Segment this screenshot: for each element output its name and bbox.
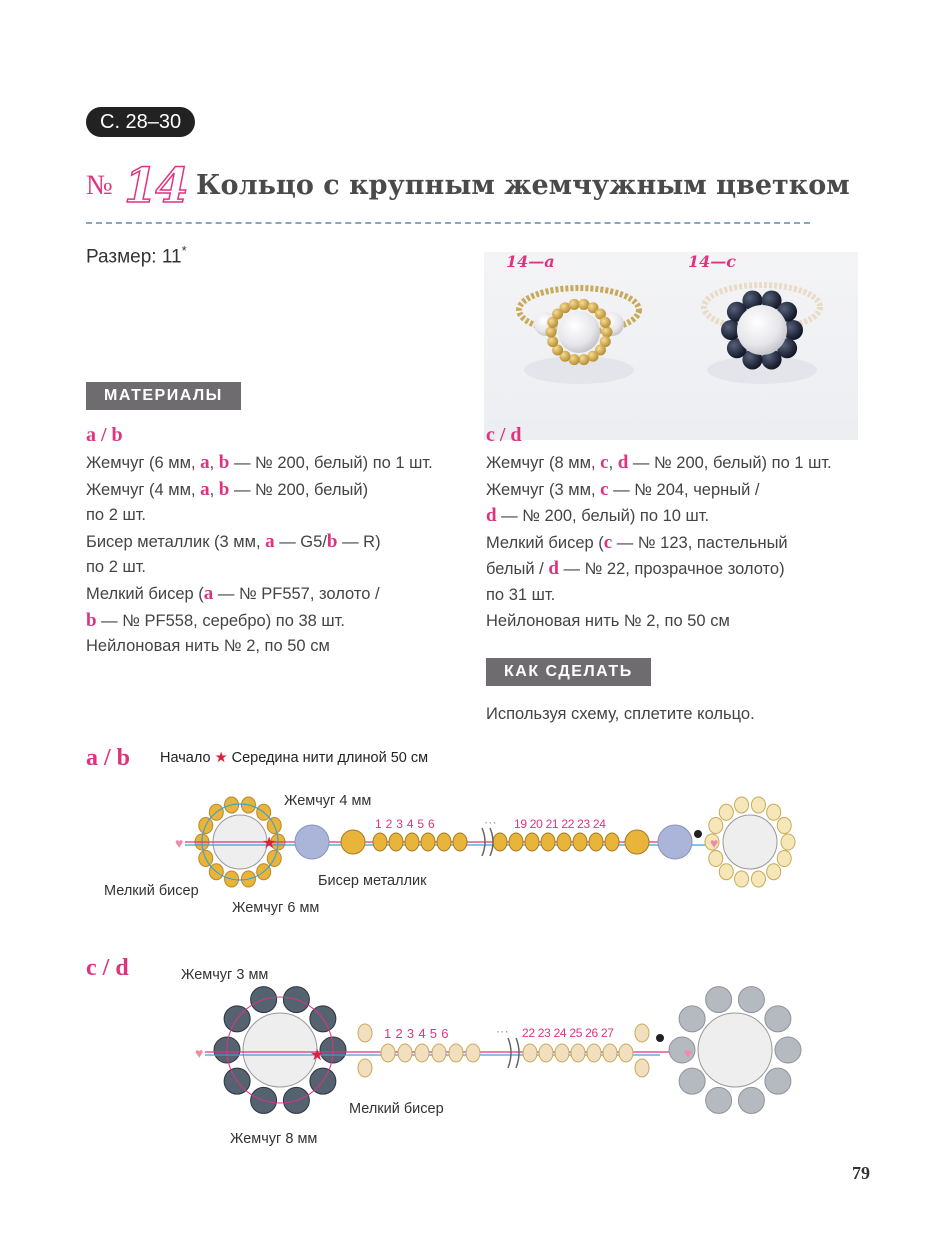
white-pearl-3mm [775, 1037, 801, 1063]
small-bead [781, 834, 795, 850]
seed-bead [358, 1059, 372, 1077]
materials-ab-list [86, 450, 433, 660]
material-cd-line [486, 556, 832, 583]
chain-seed-bead [421, 833, 435, 851]
project-number: 14 [124, 158, 187, 214]
material-text: — № PF558, серебро) по 38 шт. [96, 611, 345, 630]
chain-seed-bead [603, 1044, 617, 1062]
material-text: Жемчуг (3 мм, [486, 480, 601, 499]
chain-seed-bead [523, 1044, 537, 1062]
material-cd-line [486, 503, 832, 530]
variant-letter: c [600, 478, 609, 500]
metallic-bead [625, 830, 649, 854]
chain-seed-bead [389, 833, 403, 851]
white-pearl-3mm [706, 1087, 732, 1113]
chain-seed-bead [381, 1044, 395, 1062]
material-text: — № 200, белый) [229, 480, 369, 499]
sequence-dots-ab: ··· [484, 815, 497, 829]
variant-letter: a [200, 452, 210, 473]
white-pearl-3mm [679, 1068, 705, 1094]
material-text: , [209, 454, 219, 472]
gold-seed-bead [578, 354, 589, 365]
white-pearl-3mm [738, 1087, 764, 1113]
sequence-left-ab: 1 2 3 4 5 6 [375, 817, 436, 831]
material-text: — № 22, прозрачное золото) [558, 560, 785, 579]
chain-seed-bead [493, 833, 507, 851]
variant-letter: c [600, 452, 609, 473]
material-text: Жемчуг (4 мм, [86, 480, 201, 499]
material-text: по 2 шт. [86, 558, 147, 577]
small-bead [735, 871, 749, 887]
chain-seed-bead [509, 833, 523, 851]
pearl-4mm [658, 825, 692, 859]
photo-label-c: 14—c [688, 252, 737, 271]
legend-middle-label: Середина нити длиной 50 см [231, 750, 429, 766]
chain-seed-bead [373, 833, 387, 851]
knot-dot [656, 1034, 664, 1042]
chain-seed-bead [405, 833, 419, 851]
star-icon: ★ [262, 835, 277, 852]
chain-seed-bead [539, 1044, 553, 1062]
small-bead [719, 864, 733, 880]
variant-cd-heading: c / d [486, 424, 522, 446]
small-bead [777, 850, 791, 866]
variant-letter: a [200, 478, 210, 500]
knot-dot [694, 830, 702, 838]
seed-bead [635, 1059, 649, 1077]
label-pearl-4mm: Жемчуг 4 мм [284, 793, 372, 809]
metallic-bead [341, 830, 365, 854]
material-text: — G5/ [274, 532, 327, 551]
howto-heading: КАК СДЕЛАТЬ [486, 658, 651, 686]
variant-letter: d [617, 452, 629, 473]
label-pearl-6mm: Жемчуг 6 мм [232, 900, 320, 916]
small-bead [719, 804, 733, 820]
chain-seed-bead [541, 833, 555, 851]
pearl-8mm [243, 1013, 317, 1087]
material-text: — № 200, белый) по 1 шт. [229, 454, 433, 472]
material-text: Жемчуг (6 мм, [86, 454, 201, 472]
small-bead [767, 804, 781, 820]
white-pearl-3mm [765, 1068, 791, 1094]
label-metallic-bead: Бисер металлик [318, 873, 427, 889]
chain-seed-bead [589, 833, 603, 851]
material-ab-line [86, 634, 433, 660]
chain-seed-bead [587, 1044, 601, 1062]
photo-label-a: 14—a [506, 252, 555, 271]
pearl-8mm [698, 1013, 772, 1087]
diagram-ab-variant: a / b [86, 745, 131, 771]
material-ab-line [86, 608, 433, 635]
gold-seed-bead [546, 327, 557, 338]
variant-letter: a [265, 530, 275, 552]
material-text: — R) [337, 532, 381, 551]
material-ab-line [86, 581, 433, 608]
materials-cd-list [486, 450, 832, 634]
material-text: — № 200, белый) по 1 шт. [628, 454, 832, 472]
seed-bead [635, 1024, 649, 1042]
material-cd-line [486, 477, 832, 504]
variant-letter: b [326, 530, 338, 552]
page-number: 79 [852, 1163, 870, 1183]
diagram-cd [190, 975, 820, 1145]
label-small-bead-cd: Мелкий бисер [349, 1101, 444, 1117]
small-bead [735, 797, 749, 813]
pearl-6mm [723, 815, 777, 869]
variant-letter: d [548, 558, 559, 580]
chain-seed-bead [453, 833, 467, 851]
material-text: — № PF557, золото / [213, 584, 380, 603]
material-ab-line [86, 450, 433, 477]
material-text: Мелкий бисер ( [486, 533, 604, 552]
material-ab-line [86, 503, 433, 529]
material-text: Нейлоновая нить № 2, по 50 см [86, 637, 330, 656]
small-bead [767, 864, 781, 880]
ring-size [86, 243, 187, 268]
material-text: Бисер металлик (3 мм, [86, 532, 266, 551]
variant-letter: c [603, 531, 613, 553]
break-mark [508, 1038, 519, 1068]
material-text: по 31 шт. [486, 585, 556, 604]
gold-seed-bead [600, 317, 611, 328]
material-text: белый / [486, 560, 549, 579]
material-text: Мелкий бисер ( [86, 584, 204, 603]
chain-seed-bead [415, 1044, 429, 1062]
white-pearl-3mm [765, 1006, 791, 1032]
variant-letter: b [86, 609, 97, 631]
gold-seed-bead [547, 336, 558, 347]
sequence-right-cd: 22 23 24 25 26 27 [522, 1026, 614, 1040]
chain-seed-bead [525, 833, 539, 851]
material-text: — № 123, пастельный [612, 533, 788, 552]
material-text: , [209, 480, 219, 499]
label-pearl-3mm: Жемчуг 3 мм [181, 967, 269, 983]
chain-seed-bead [571, 1044, 585, 1062]
materials-heading: МАТЕРИАЛЫ [86, 382, 241, 410]
page-title: Кольцо с крупным жемчужным цветком [196, 170, 850, 201]
sequence-dots-cd: ··· [496, 1024, 509, 1038]
chain-seed-bead [573, 833, 587, 851]
heart-icon: ♥ [710, 835, 719, 851]
material-text: — № 204, черный / [608, 480, 760, 499]
chain-seed-bead [466, 1044, 480, 1062]
product-photo [484, 252, 858, 440]
white-pearl-3mm [679, 1006, 705, 1032]
material-cd-line [486, 530, 832, 557]
chain-seed-bead [437, 833, 451, 851]
chain-seed-bead [398, 1044, 412, 1062]
variant-letter: a [203, 582, 214, 604]
rings-photo [484, 252, 858, 440]
label-small-bead-ab: Мелкий бисер [104, 883, 199, 899]
star-icon: ★ [214, 750, 228, 766]
material-cd-line [486, 450, 832, 477]
variant-ab-heading: a / b [86, 424, 123, 446]
material-text: по 2 шт. [86, 506, 147, 525]
white-pearl-3mm [738, 987, 764, 1013]
gold-seed-bead [569, 299, 580, 310]
variant-letter: d [486, 505, 497, 527]
material-ab-line [86, 529, 433, 556]
chain-seed-bead [432, 1044, 446, 1062]
ring-size-mark: * [181, 243, 187, 258]
pearl-4mm [295, 825, 329, 859]
sequence-right-ab: 19 20 21 22 23 24 [514, 817, 606, 831]
legend-start-label: Начало [160, 750, 211, 766]
heart-icon: ♥ [684, 1045, 693, 1061]
material-ab-line [86, 555, 433, 581]
diagram-ab-legend [160, 750, 428, 766]
material-cd-line [486, 609, 832, 635]
small-bead [751, 797, 765, 813]
seed-bead [358, 1024, 372, 1042]
chain-seed-bead [557, 833, 571, 851]
howto-text: Используя схему, сплетите кольцо. [486, 705, 755, 723]
material-text: , [608, 454, 618, 472]
chain-seed-bead [449, 1044, 463, 1062]
chain-seed-bead [605, 833, 619, 851]
label-pearl-8mm: Жемчуг 8 мм [230, 1131, 318, 1147]
small-bead [709, 818, 723, 834]
material-text: — № 200, белый) по 10 шт. [496, 507, 710, 526]
material-cd-line [486, 583, 832, 609]
number-sign: № [86, 170, 113, 201]
small-bead [709, 850, 723, 866]
star-icon: ★ [310, 1047, 325, 1064]
heart-icon: ♥ [175, 835, 184, 851]
small-bead [777, 818, 791, 834]
chain-seed-bead [555, 1044, 569, 1062]
gold-seed-bead [602, 327, 613, 338]
material-text: Жемчуг (8 мм, [486, 454, 601, 472]
white-pearl-3mm [706, 987, 732, 1013]
small-bead [751, 871, 765, 887]
ring-size-label: Размер: 11 [86, 246, 182, 268]
sequence-left-cd: 1 2 3 4 5 6 [384, 1026, 449, 1041]
material-ab-line [86, 477, 433, 504]
title-divider [86, 222, 810, 224]
variant-letter: b [218, 478, 230, 500]
heart-icon: ♥ [195, 1045, 204, 1061]
variant-letter: b [218, 452, 230, 473]
page-reference-badge: С. 28–30 [86, 107, 195, 137]
diagram-cd-variant: c / d [86, 955, 129, 981]
chain-seed-bead [619, 1044, 633, 1062]
material-text: Нейлоновая нить № 2, по 50 см [486, 611, 730, 630]
